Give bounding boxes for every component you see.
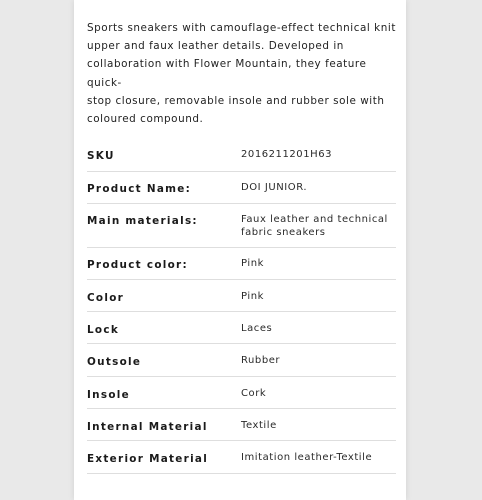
description-line: upper and faux leather details. Developed in <box>87 40 344 53</box>
spec-row-product-name <box>87 172 396 204</box>
description-line: coloured compound. <box>87 113 204 126</box>
spec-row-product-color <box>87 248 396 280</box>
description-line: stop closure, removable insole and rubber sole with <box>87 94 385 107</box>
spec-value: Rubber <box>241 355 281 366</box>
spec-value: Pink <box>241 291 264 302</box>
spec-value: Pink <box>241 258 264 269</box>
spec-value: Cork <box>241 388 267 399</box>
spec-value: Imitation leather-Textile <box>241 452 373 463</box>
spec-label: Outsole <box>87 356 142 368</box>
spec-label: Lock <box>87 324 120 336</box>
spec-value: Faux leather and technical fabric sneakers <box>241 214 388 238</box>
description-line: Sports sneakers with camouflage-effect technical knit <box>87 22 396 34</box>
spec-row-main-materials <box>87 204 396 248</box>
spec-label: Product color: <box>87 259 188 271</box>
description-line: collaboration with Flower Mountain, they feature quick- <box>87 58 367 89</box>
spec-value: 2016211201H63 <box>241 149 333 160</box>
spec-label: Insole <box>87 389 130 401</box>
spec-value: Textile <box>241 420 277 431</box>
specifications-table <box>87 140 396 474</box>
spec-row-outsole <box>87 344 396 377</box>
spec-label: Product Name: <box>87 183 192 195</box>
spec-row-insole <box>87 377 396 409</box>
spec-label: Color <box>87 292 125 304</box>
product-details-card <box>74 0 406 500</box>
spec-label: Internal Material <box>87 421 208 433</box>
spec-label: Main materials: <box>87 215 198 227</box>
product-description <box>87 19 399 128</box>
spec-row-sku <box>87 140 396 172</box>
spec-value: DOI JUNIOR. <box>241 182 308 193</box>
spec-label: SKU <box>87 150 115 162</box>
spec-value: Laces <box>241 323 273 334</box>
spec-row-exterior-material <box>87 441 396 474</box>
spec-row-color <box>87 280 396 312</box>
spec-row-internal-material <box>87 409 396 441</box>
spec-row-lock <box>87 312 396 344</box>
spec-label: Exterior Material <box>87 453 209 465</box>
